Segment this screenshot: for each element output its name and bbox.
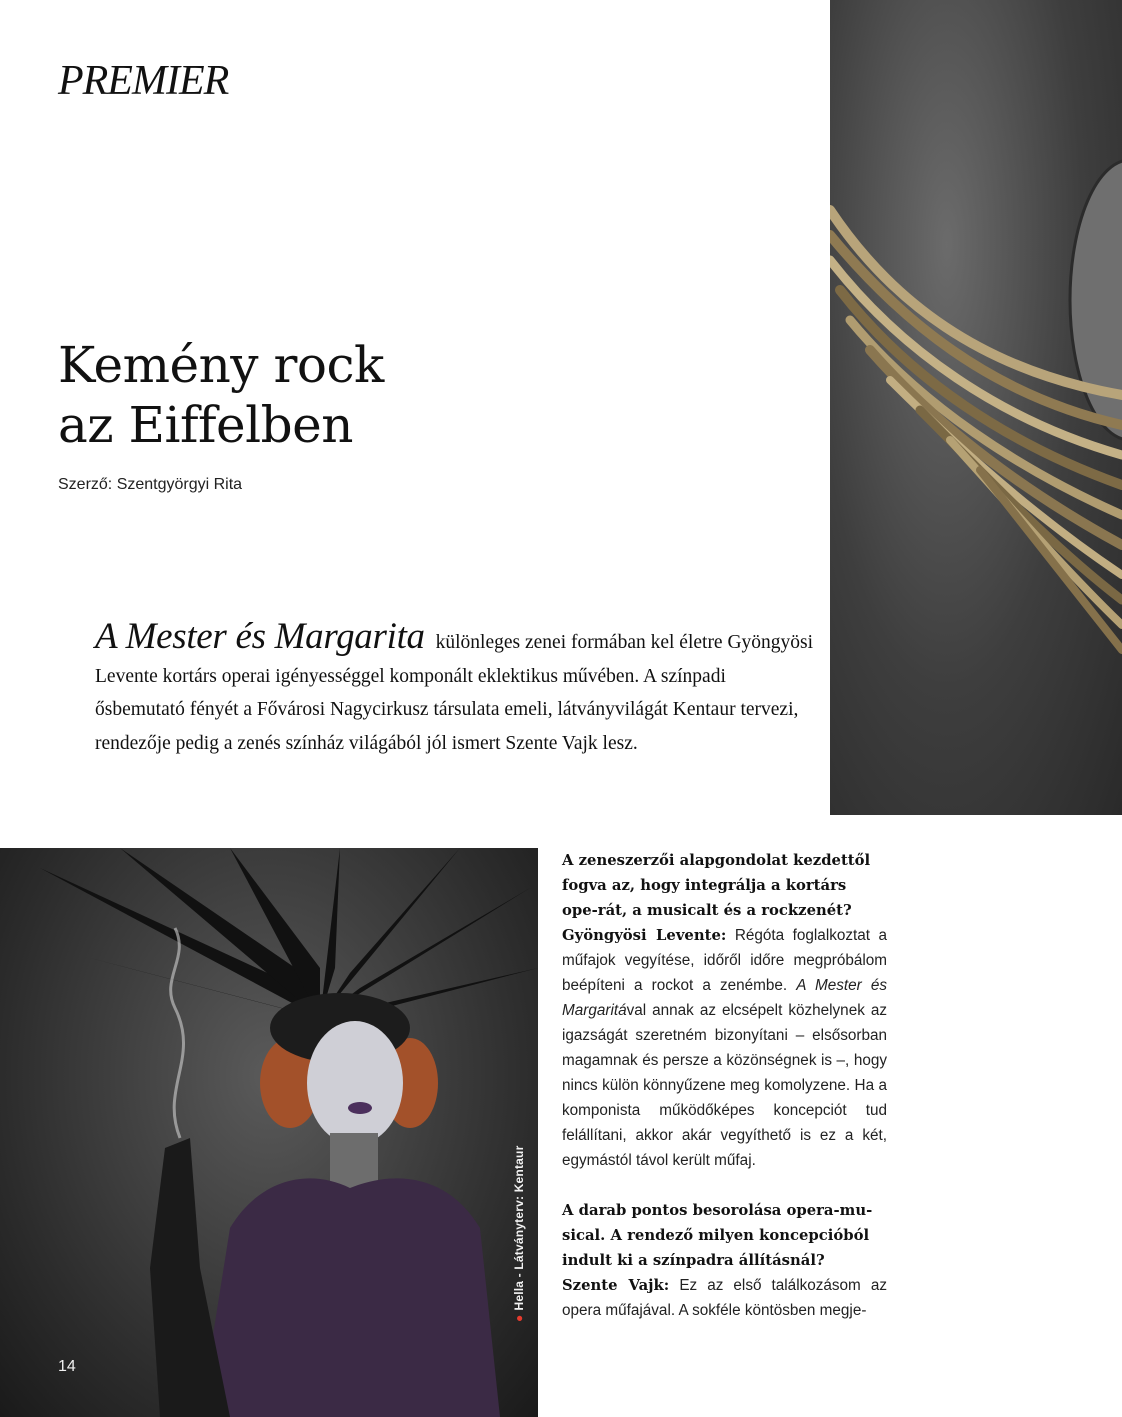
answer-1-italic: A Mester és Margaritá xyxy=(562,977,887,1019)
question-2: A darab pontos besorolása opera-mu-sical. A rendező milyen koncepcióból indult ki a színpadra állításnál? xyxy=(562,1202,873,1269)
title-line-1: Kemény rock xyxy=(58,336,384,394)
costume-image xyxy=(0,848,538,1417)
answer-1-speaker: Gyöngyösi Levente: xyxy=(562,927,727,944)
lead-title: A Mester és Margarita xyxy=(95,616,425,657)
cable-artwork xyxy=(830,0,1122,815)
byline: Szerző: Szentgyörgyi Rita xyxy=(58,476,243,493)
lead-text: különleges zenei formában kel életre Gyöngyösi Levente kortárs operai igényességgel komponált eklektikus művében. A színpadi ősbemutató fényét a Fővárosi Nagycirkusz társulata emeli, látványvilágát Kentaur tervezi, rendezője pedig a zenés színház világából jól ismert Szente Vajk lesz. xyxy=(95,632,814,754)
credit-dot-icon: ● xyxy=(512,1314,526,1322)
interview-column xyxy=(562,848,887,1323)
answer-1-text-2: val annak az elcsépelt közhelynek az igazságát szeretném bizonyítani – elsősorban magamnak és persze a közönségnek is –, hogy nincs külön könnyűzene meg komolyzene. Ha a komponista működőképes koncepciót tud felállítani, akkor akár vegyíthető is ez a két, egymástól távol került műfaj. xyxy=(562,1002,887,1169)
page-number: 14 xyxy=(58,1358,76,1375)
costume-artwork xyxy=(0,848,538,1417)
question-1: A zeneszerzői alapgondolat kezdettől fogva az, hogy integrálja a kortárs ope-rát, a musicalt és a rockzenét? xyxy=(562,852,871,919)
answer-2-text: Ez az első találkozásom az opera műfajával. A sokféle köntösben megje- xyxy=(562,1277,888,1319)
hero-image xyxy=(830,0,1122,815)
answer-1-text-1: Régóta foglalkoztat a műfajok vegyítése, időről időre megpróbálom beépíteni a rockot a zenémbe. xyxy=(562,927,888,994)
image-credit xyxy=(512,1146,526,1322)
answer-2-speaker: Szente Vajk: xyxy=(562,1277,670,1294)
paragraph-gap xyxy=(562,1173,887,1198)
answer-1 xyxy=(562,923,887,1173)
credit-text: Hella - Látványterv: Kentaur xyxy=(512,1145,526,1311)
answer-2 xyxy=(562,1273,887,1323)
section-label: PREMIER xyxy=(58,58,229,104)
article-title xyxy=(58,335,578,455)
title-line-2: az Eiffelben xyxy=(58,396,353,454)
lead-paragraph xyxy=(95,616,815,760)
